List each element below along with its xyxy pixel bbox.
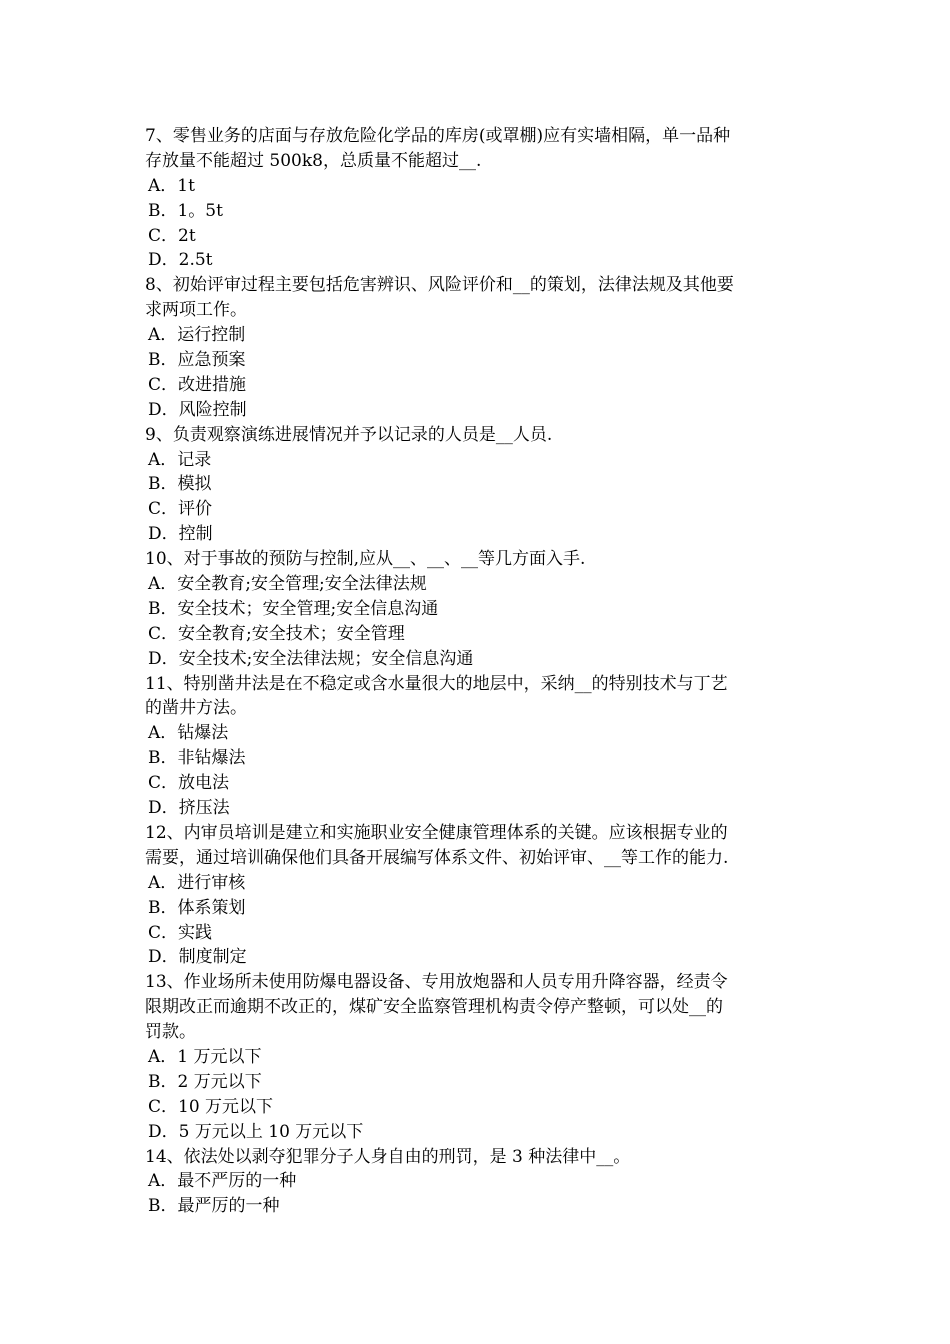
question-text: 13、作业场所未使用防爆电器设备、专用放炮器和人员专用升降容器，经责令 — [145, 972, 728, 993]
answer-option: D．制度制定 — [148, 947, 247, 968]
answer-option: D．5 万元以上 10 万元以下 — [148, 1121, 364, 1142]
answer-option: B．模拟 — [148, 474, 212, 495]
answer-option: D．挤压法 — [148, 798, 230, 819]
answer-option: B．非钻爆法 — [148, 748, 246, 769]
question-text: 求两项工作。 — [145, 300, 247, 321]
answer-option: C．安全教育;安全技术；安全管理 — [148, 623, 405, 644]
question-block — [145, 124, 813, 273]
answer-option: C．10 万元以下 — [148, 1096, 274, 1117]
answer-option: C．放电法 — [148, 773, 230, 794]
answer-option: B．体系策划 — [148, 897, 246, 918]
answer-option: B．2 万元以下 — [148, 1071, 262, 1092]
question-text: 14、依法处以剥夺犯罪分子人身自由的刑罚，是 3 种法律中__。 — [145, 1146, 631, 1167]
question-text: 7、零售业务的店面与存放危险化学品的库房(或罩棚)应有实墙相隔，单一品种 — [145, 126, 731, 146]
answer-option: D．风险控制 — [148, 399, 247, 420]
answer-option: A．1 万元以下 — [148, 1046, 262, 1067]
question-list — [145, 124, 813, 1219]
question-block — [145, 273, 813, 422]
answer-option: B．安全技术；安全管理;安全信息沟通 — [148, 598, 439, 619]
question-text: 10、对于事故的预防与控制,应从__、__、__等几方面入手. — [145, 549, 586, 570]
answer-option: B．最严厉的一种 — [148, 1196, 280, 1217]
question-text: 的凿井方法。 — [145, 698, 247, 719]
answer-option: A．进行审核 — [148, 872, 246, 893]
question-block — [145, 547, 813, 671]
answer-option: B．应急预案 — [148, 350, 246, 371]
question-text: 限期改正而逾期不改正的，煤矿安全监察管理机构责令停产整顿，可以处__的 — [145, 997, 723, 1018]
answer-option: C．评价 — [148, 499, 213, 520]
question-text: 需要，通过培训确保他们具备开展编写体系文件、初始评审、__等工作的能力. — [145, 847, 729, 868]
answer-option: D．安全技术;安全法律法规；安全信息沟通 — [148, 648, 474, 669]
answer-option: D．控制 — [148, 524, 213, 545]
question-block — [145, 1145, 813, 1220]
answer-option: B．1。5t — [148, 200, 223, 221]
answer-option: A．最不严厉的一种 — [148, 1171, 297, 1192]
question-text: 罚款。 — [145, 1022, 196, 1043]
answer-option: A．安全教育;安全管理;安全法律法规 — [148, 574, 427, 595]
question-text: 8、初始评审过程主要包括危害辨识、风险评价和__的策划，法律法规及其他要 — [145, 275, 734, 296]
answer-option: D．2.5t — [148, 250, 213, 271]
question-text: 11、特别凿井法是在不稳定或含水量很大的地层中，采纳__的特别技术与丁艺 — [145, 673, 728, 694]
answer-option: A．钻爆法 — [148, 723, 229, 744]
question-block — [145, 672, 813, 821]
question-text: 9、负责观察演练进展情况并予以记录的人员是__人员. — [145, 424, 553, 445]
answer-option: C．改进措施 — [148, 374, 247, 395]
question-block — [145, 423, 813, 547]
answer-option: A．1t — [148, 175, 195, 196]
answer-option: A．运行控制 — [148, 325, 246, 346]
question-block — [145, 970, 813, 1144]
answer-option: A．记录 — [148, 449, 212, 470]
answer-option: C．实践 — [148, 922, 213, 943]
question-text: 存放量不能超过 500k8，总质量不能超过__. — [145, 150, 482, 171]
question-text: 12、内审员培训是建立和实施职业安全健康管理体系的关键。应该根据专业的 — [145, 822, 728, 843]
answer-option: C．2t — [148, 225, 196, 246]
question-block — [145, 821, 813, 970]
